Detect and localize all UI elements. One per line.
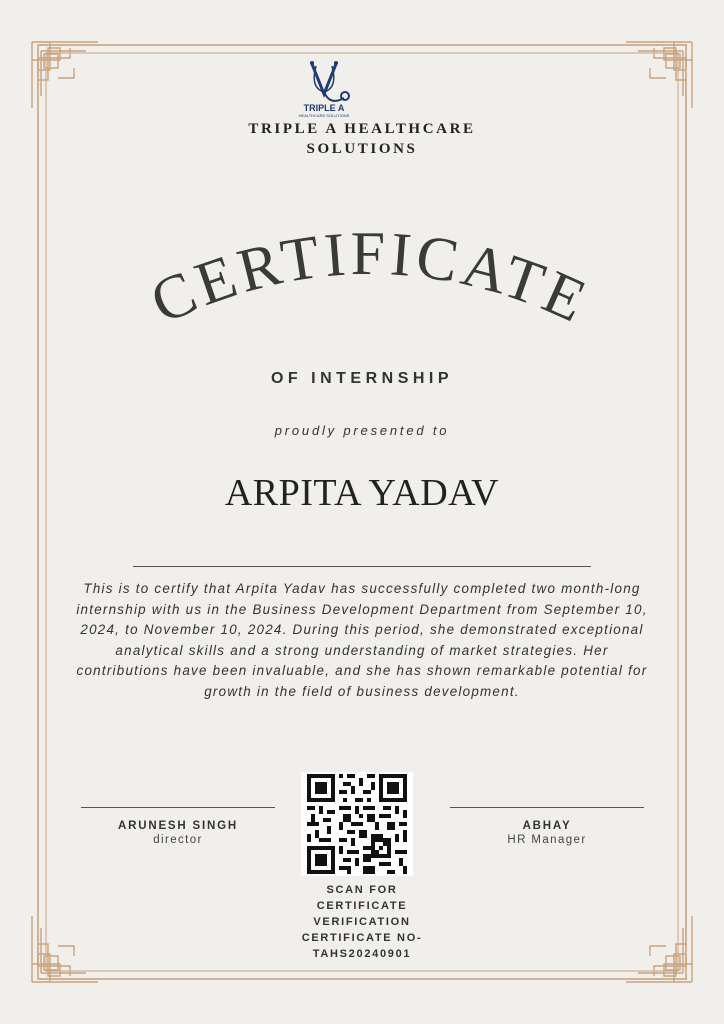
certificate-body-text: This is to certify that Arpita Yadav has successfully completed two month-long internship with us in the Business Development Department from September 10, 2024, to November 10, 2024. During this period, she demonstrated exceptional analytical skills and a strong understanding of market strategies. Her contributions have been invaluable, and she has shown remarkable potential for growth in the field of business development. <box>76 581 648 699</box>
certificate-number: TAHS20240901 <box>312 948 412 960</box>
presented-to-label: proudly presented to <box>274 423 450 438</box>
certificate-title-text: CERTIFICATE <box>141 220 599 338</box>
logo-wordmark: TRIPLE A <box>303 103 345 113</box>
signatory-name: ABHAY <box>522 820 572 832</box>
signature-left <box>81 820 275 846</box>
signatory-role: HR Manager <box>507 834 587 846</box>
logo-tagline: HEALTHCARE SOLUTIONS <box>298 113 350 118</box>
verification-caption <box>286 882 438 962</box>
qr-code-icon <box>306 774 408 874</box>
stethoscope-icon <box>290 58 358 118</box>
scan-line-1: SCAN FOR <box>326 884 398 896</box>
signature-line-right <box>450 807 644 808</box>
certificate-subtitle: OF INTERNSHIP <box>270 370 454 387</box>
scan-line-3: VERIFICATION <box>313 916 411 928</box>
scan-line-2: CERTIFICATE <box>316 900 408 912</box>
signatory-role: director <box>153 834 203 846</box>
certificate-title <box>90 220 650 370</box>
verification-qr-code[interactable] <box>301 772 413 876</box>
signature-right <box>450 820 644 846</box>
company-name-line2: SOLUTIONS <box>306 141 418 157</box>
company-name <box>150 119 574 159</box>
certificate-number-label: CERTIFICATE NO- <box>301 932 423 944</box>
name-underline <box>133 566 591 567</box>
company-logo <box>290 58 358 118</box>
signature-line-left <box>81 807 275 808</box>
recipient-name: ARPITA YADAV <box>224 472 500 514</box>
svg-text:CERTIFICATE <box>141 220 599 337</box>
signatory-name: ARUNESH SINGH <box>118 820 238 832</box>
company-name-line1: TRIPLE A HEALTHCARE <box>248 121 476 137</box>
